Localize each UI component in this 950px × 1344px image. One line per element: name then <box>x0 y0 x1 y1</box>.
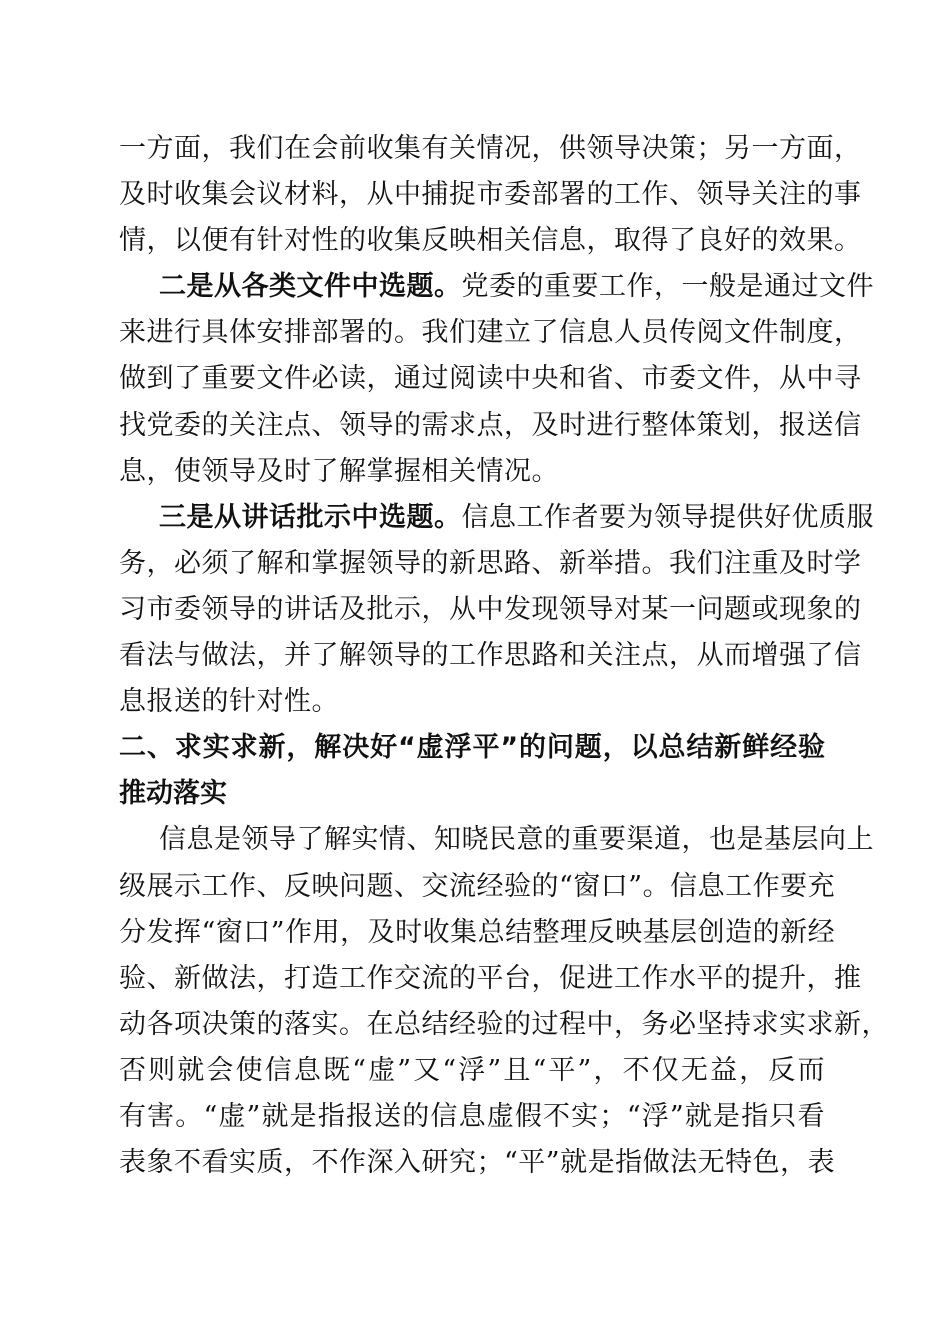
text-line: 看法与做法，并了解领导的工作思路和关注点，从而增强了信 <box>119 640 862 672</box>
paragraph-continuation <box>119 126 862 264</box>
text-line <box>119 264 874 310</box>
paragraph-lead: 三是从讲话批示中选题。 <box>159 501 462 533</box>
text-line: 及时收集会议材料，从中捕捉市委部署的工作、领导关注的事 <box>119 179 862 211</box>
text-line: 验、新做法，打造工作交流的平台，促进工作水平的提升，推 <box>119 962 862 994</box>
text-run: 信息工作者要为领导提供好优质服 <box>461 501 874 533</box>
paragraph-speech-topic <box>119 495 874 725</box>
paragraph-information-window <box>119 817 889 1186</box>
text-line: 动各项决策的落实。在总结经验的过程中，务必坚持求实求新， <box>119 1008 889 1040</box>
text-line: 有害。“虚”就是指报送的信息虚假不实；“浮”就是指只看 <box>119 1100 825 1132</box>
text-line: 级展示工作、反映问题、交流经验的“窗口”。信息工作要充 <box>119 870 836 902</box>
text-line: 息，使领导及时了解掌握相关情况。 <box>119 455 559 487</box>
document-page <box>119 126 889 1186</box>
heading-line: 推动落实 <box>119 778 227 810</box>
text-line: 情，以便有针对性的收集反映相关信息，取得了良好的效果。 <box>119 225 862 257</box>
text-line: 来进行具体安排部署的。我们建立了信息人员传阅文件制度， <box>119 317 862 349</box>
text-line <box>119 495 874 541</box>
text-line: 务，必须了解和掌握领导的新思路、新举措。我们注重及时学 <box>119 547 862 579</box>
heading-line: 二、求实求新，解决好“虚浮平”的问题，以总结新鲜经验 <box>119 732 825 764</box>
paragraph-documents-topic <box>119 264 874 494</box>
text-line: 找党委的关注点、领导的需求点，及时进行整体策划，报送信 <box>119 409 862 441</box>
text-line: 表象不看实质，不作深入研究；“平”就是指做法无特色，表 <box>119 1147 836 1179</box>
text-line: 否则就会使信息既“虚”又“浮”且“平”，不仅无益，反而 <box>119 1054 825 1086</box>
text-line: 息报送的针对性。 <box>119 686 339 718</box>
text-run: 党委的重要工作，一般是通过文件 <box>461 271 874 303</box>
section-heading <box>119 725 825 817</box>
text-line: 做到了重要文件必读，通过阅读中央和省、市委文件，从中寻 <box>119 363 862 395</box>
paragraph-lead: 二是从各类文件中选题。 <box>159 271 462 303</box>
text-line: 分发挥“窗口”作用，及时收集总结整理反映基层创造的新经 <box>119 916 836 948</box>
text-line: 习市委领导的讲话及批示，从中发现领导对某一问题或现象的 <box>119 593 862 625</box>
text-line: 一方面，我们在会前收集有关情况，供领导决策；另一方面， <box>119 133 862 164</box>
text-line: 信息是领导了解实情、知晓民意的重要渠道，也是基层向上 <box>159 824 874 856</box>
